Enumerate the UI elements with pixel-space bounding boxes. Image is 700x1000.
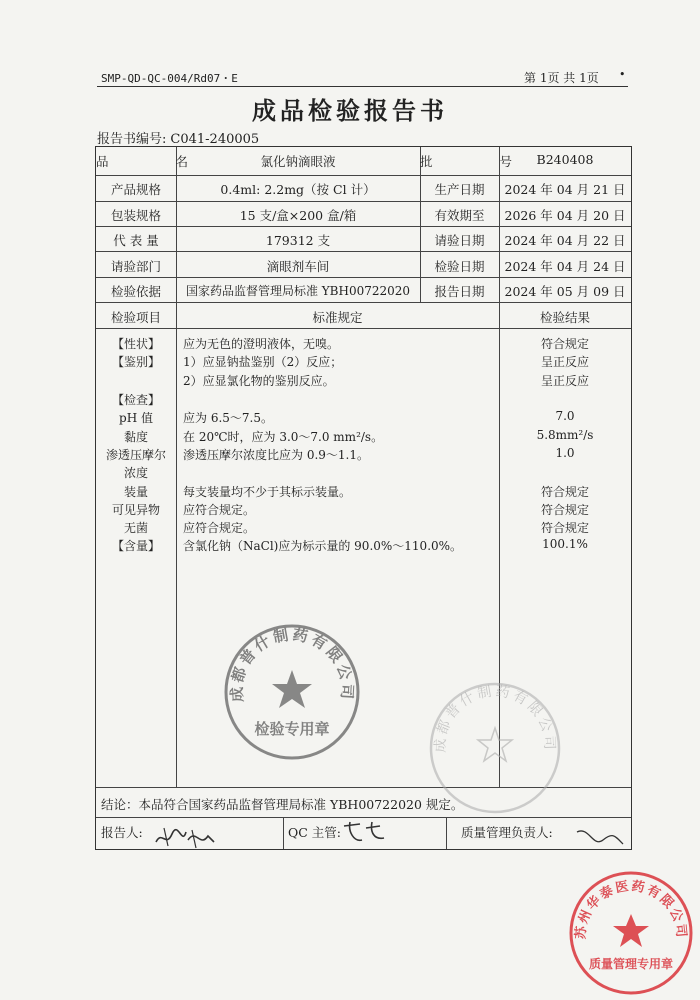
star-icon [272, 670, 312, 708]
qa-signature [575, 822, 625, 852]
inspection-stamp [222, 622, 362, 762]
basis-label: 检验依据 [110, 284, 161, 299]
department: 滴眼剂车间 [266, 259, 330, 274]
detail-result: 呈正反应 [540, 355, 589, 369]
red-stamp-sub-text: 质量管理专用章 [588, 957, 674, 971]
mfg-date: 2024 年 04 月 21 日 [504, 182, 626, 197]
report-number-value: C041-240005 [170, 132, 260, 147]
stamp-sub-text: 检验专用章 [254, 720, 330, 738]
quantity-label: 代 表 量 [113, 233, 159, 248]
detail-standard: 含氯化钠（NaCl)应为标示量的 90.0%～110.0%。 [183, 539, 463, 553]
batch-number: B240408 [536, 152, 594, 167]
detail-item: 可见异物 [111, 503, 160, 517]
col-header-standard: 标准规定 [312, 310, 363, 325]
detail-standard: 在 20℃时，应为 3.0～7.0 mm²/s。 [183, 430, 384, 444]
faint-star-icon [478, 728, 512, 761]
page-info: 第 1页 共 1页 [524, 71, 599, 85]
detail-standard: 应符合规定。 [183, 503, 256, 517]
detail-result: 符合规定 [540, 503, 589, 517]
request-date-label: 请验日期 [434, 233, 485, 248]
report-number [97, 128, 259, 147]
detail-item: 【检查】 [111, 393, 160, 407]
report-date: 2024 年 05 月 09 日 [504, 284, 626, 299]
detail-standard: 渗透压摩尔浓度比应为 0.9～1.1。 [183, 448, 369, 462]
col-header-result: 检验结果 [539, 310, 590, 325]
detail-standard: 1）应显钠盐鉴别（2）反应； [183, 355, 343, 369]
test-date-label: 检验日期 [434, 259, 485, 274]
detail-item: 渗透压摩尔 [105, 448, 166, 462]
detail-standard: 应为 6.5～7.5。 [183, 411, 273, 425]
detail-item: 黏度 [123, 430, 148, 444]
product-name-label: 品 名 [96, 154, 203, 169]
red-stamp-arc-text: 苏州华泰医药有限公司 [573, 878, 689, 940]
report-date-label: 报告日期 [434, 284, 485, 299]
request-date: 2024 年 04 月 22 日 [504, 233, 626, 248]
page-dot: • [619, 68, 626, 81]
detail-standard: 应符合规定。 [183, 521, 256, 535]
detail-result: 100.1% [542, 537, 588, 551]
pack-spec: 15 支/盒×200 盒/箱 [239, 208, 357, 223]
detail-result: 符合规定 [540, 485, 589, 499]
detail-item: 【性状】 [111, 337, 160, 351]
detail-item: 无菌 [123, 521, 148, 535]
col-header-item: 检验项目 [110, 310, 161, 325]
mfg-date-label: 生产日期 [434, 182, 485, 197]
qa-manager-label: 质量管理负责人: [461, 825, 553, 840]
detail-result: 符合规定 [540, 521, 589, 535]
document-code: SMP-QD-QC-004/Rd07・E [101, 72, 238, 85]
reporter-label: 报告人: [101, 825, 143, 840]
quality-stamp [566, 868, 696, 998]
report-number-label: 报告书编号: [97, 132, 167, 147]
detail-result: 1.0 [555, 446, 575, 460]
stamp-arc-text: 成都普什制药有限公司 [227, 625, 357, 703]
test-date: 2024 年 04 月 24 日 [504, 259, 626, 274]
detail-item: 【含量】 [111, 539, 160, 553]
conclusion: 结论：本品符合国家药品监督管理局标准 YBH00722020 规定。 [101, 797, 464, 812]
exp-date: 2026 年 04 月 20 日 [504, 208, 626, 223]
detail-item: 浓度 [123, 466, 148, 480]
spec-label: 产品规格 [110, 182, 161, 197]
detail-standard: 应为无色的澄明液体，无嗅。 [183, 337, 340, 351]
faint-stamp-arc-text: 成都普什制药有限公司 [432, 683, 558, 753]
qc-supervisor-label: QC 主管: [288, 825, 341, 840]
red-star-icon [613, 914, 649, 947]
detail-result: 呈正反应 [540, 374, 589, 388]
detail-item: pH 值 [119, 411, 153, 425]
detail-result: 7.0 [555, 409, 575, 423]
detail-item: 【鉴别】 [111, 355, 160, 369]
product-name: 氯化钠滴眼液 [260, 154, 336, 169]
detail-standard: 每支装量均不少于其标示装量。 [183, 485, 352, 499]
batch-label: 批 号 [420, 154, 527, 169]
detail-result: 5.8mm²/s [536, 428, 594, 442]
page-title: 成品检验报告书 [252, 97, 448, 125]
pack-label: 包装规格 [110, 208, 161, 223]
product-spec: 0.4ml: 2.2mg（按 Cl 计） [220, 182, 376, 197]
qc-signature [340, 818, 390, 848]
quantity: 179312 支 [265, 233, 331, 248]
detail-result: 符合规定 [540, 337, 589, 351]
detail-standard: 2）应显氯化物的鉴别反应。 [183, 374, 335, 388]
detail-item: 装量 [123, 485, 148, 499]
test-basis: 国家药品监督管理局标准 YBH00722020 [185, 284, 411, 298]
exp-label: 有效期至 [434, 208, 485, 223]
header-rule [97, 86, 628, 87]
department-label: 请验部门 [110, 259, 161, 274]
reporter-signature [152, 822, 218, 852]
